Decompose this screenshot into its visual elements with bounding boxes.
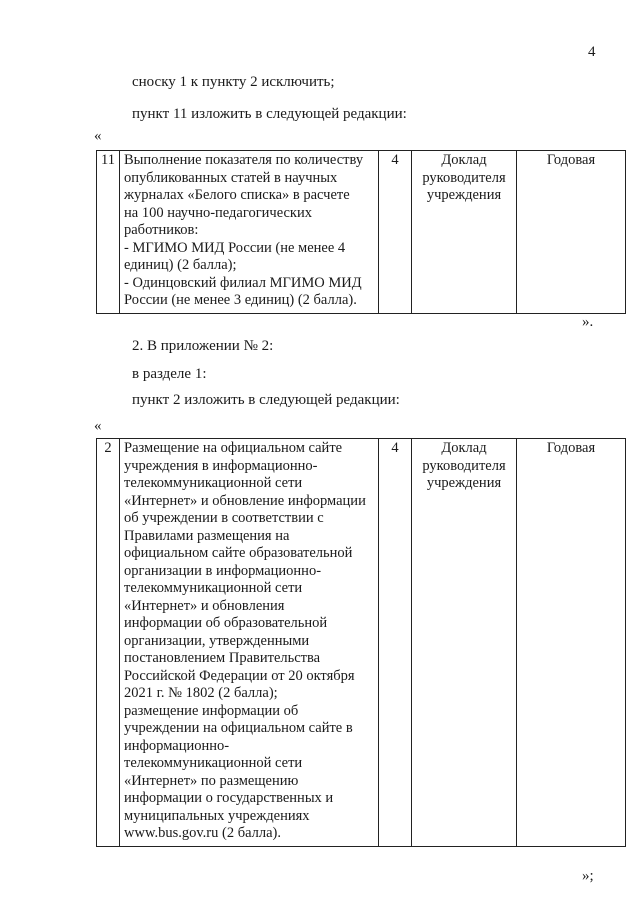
text-line: руководителя [422,169,506,186]
text-line: опубликованных статей в научных [124,169,338,186]
text-line: телекоммуникационной сети [124,475,303,491]
row-number: 2 [97,439,120,847]
text-line: работников: [124,222,199,238]
text-line: информации о государственных и [124,790,334,806]
paragraph-item-11-intro: пункт 11 изложить в следующей редакции: [132,106,407,122]
paragraph-section-1: в разделе 1: [132,366,207,382]
text-line: «Интернет» и обновления [124,597,285,614]
text-line: информационно- [124,737,230,754]
text-line: журналах «Белого списка» в расчете [124,187,350,203]
open-quote-1: « [94,128,102,144]
text-line: Размещение на официальном сайте [124,440,343,456]
text-line: учреждения [426,187,502,203]
text-line: телекоммуникационной сети [124,755,303,771]
text-line: Доклад [441,152,487,168]
indicator-text [120,439,379,847]
open-quote-2: « [94,418,102,434]
text-line: Доклад [441,440,487,456]
text-line: Правилами размещения на [124,527,290,544]
paragraph-appendix-2: 2. В приложении № 2: [132,338,274,354]
text-line: организации, утвержденными [124,632,310,649]
text-line: руководителя [422,457,506,474]
text-line: постановлением Правительства [124,650,321,666]
text-line: учреждения [426,475,502,491]
text-line: единиц) (2 балла); [124,257,237,273]
report-cell [412,151,517,314]
score-cell: 4 [379,439,412,847]
text-line: информации об образовательной [124,615,328,631]
page-number: 4 [588,44,596,60]
text-line: Выполнение показателя по количеству [124,152,364,168]
indicator-text [120,151,379,314]
text-line: - МГИМО МИД России (не менее 4 [124,239,346,256]
text-line: об учреждении в соответствии с [124,510,324,526]
text-line: России (не менее 3 единиц) (2 балла). [124,292,357,308]
amendment-table-1 [96,150,626,314]
table-row [97,151,626,314]
text-line: организации в информационно- [124,562,322,579]
text-line: «Интернет» и обновление информации [124,492,366,509]
score-cell: 4 [379,151,412,314]
paragraph-item-2-intro: пункт 2 изложить в следующей редакции: [132,392,400,408]
text-line: учреждения в информационно- [124,457,318,474]
text-line: на 100 научно-педагогических [124,204,312,221]
table-row [97,439,626,847]
text-line: 2021 г. № 1802 (2 балла); [124,685,278,701]
close-quote-2: »; [582,868,594,884]
period-cell: Годовая [517,439,626,847]
text-line: телекоммуникационной сети [124,580,303,596]
amendment-table-2 [96,438,626,847]
report-cell [412,439,517,847]
text-line: Российской Федерации от 20 октября [124,667,355,684]
text-line: официальном сайте образовательной [124,545,353,561]
text-line: - Одинцовский филиал МГИМО МИД [124,274,362,291]
text-line: размещение информации об [124,702,299,719]
close-quote-1: ». [582,314,594,330]
text-line: www.bus.gov.ru (2 балла). [124,825,282,841]
text-line: «Интернет» по размещению [124,772,299,789]
text-line: муниципальных учреждениях [124,807,310,824]
text-line: учреждении на официальном сайте в [124,720,353,736]
paragraph-footnote: сноску 1 к пункту 2 исключить; [132,74,335,90]
period-cell: Годовая [517,151,626,314]
row-number: 11 [97,151,120,314]
